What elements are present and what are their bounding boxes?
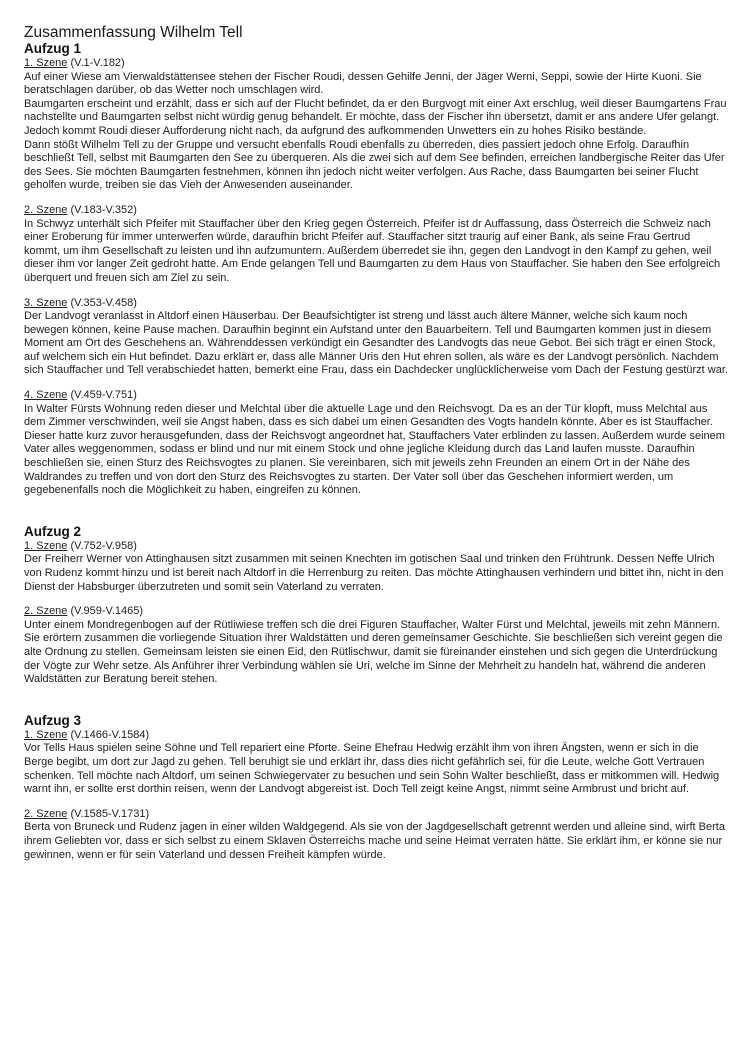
scene-name: 2. Szene — [24, 605, 68, 618]
scene-paragraph: Vor Tells Haus spielen seine Söhne und Tell repariert eine Pforte. Seine Ehefrau Hedwig erzählt ihm von ihren Ängsten, wenn er sich in die Berge begibt, um dort zur Jagd zu gehen. Tell beruhigt sie und erklärt ihr, dass dies nicht gefährlich sei, für die Leute, welche Gott Vertrauen schenken. Tell möchte nach Altdorf, um seinen Schwiegervater zu besuchen und sein Sohn Walter beschließt, dass er mitkommen will. Hedwig warnt ihn, er sollte erst dorthin reisen, wenn der Landvogt abgereist ist. Doch Tell zeigt keine Angst, nimmt seine Armbrust und bricht auf. — [24, 742, 720, 796]
spacer — [24, 687, 728, 713]
verse-range: (V.183-V.352) — [70, 203, 137, 216]
scene-3-1 — [24, 729, 728, 797]
verse-range: (V.1585-V.1731) — [70, 807, 150, 820]
scene-paragraph: Auf einer Wiese am Vierwaldstättensee stehen der Fischer Roudi, dessen Gehilfe Jenni, der Jäger Werni, Seppi, sowie der Hirte Kuoni. Sie beratschlagen darüber, ob das Wetter noch umschlagen wird. — [24, 70, 702, 97]
scene-heading — [24, 204, 728, 218]
scene-heading — [24, 605, 728, 619]
scene-1-4 — [24, 389, 728, 498]
scene-heading — [24, 297, 728, 311]
scene-name: 1. Szene — [24, 728, 68, 741]
scene-paragraph: In Walter Fürsts Wohnung reden dieser und Melchtal über die aktuelle Lage und den Reichsvogt. Da es an der Tür klopft, muss Melchtal aus dem Zimmer verschwinden, weil sie Angst haben, dass es sich dabei um einen Gesandten des Vogts handeln könnte. Aber es ist Stauffacher. Dieser hatte kurz zuvor herausgefunden, dass der Reichsvogt angeordnet hat, Stauffachers Vater erblinden zu lassen. Außerdem wurde seinem Vater alles weggenommen, sodass er blind und nur mit einem Stock und ohne jegliche Kleidung durch das Land laufen musste. Daraufhin beschließen sie, einen Sturz des Reichsvogtes zu planen. Sie vereinbaren, sich mit jeweils zehn Freunden an einem Ort in der Nähe des Waldrandes zu treffen und von dort den Sturz des Reichsvogtes zu starten. Der Vater soll über das Geschehen informiert werden, um gegebenenfalls noch die Möglichkeit zu haben, eingreifen zu können. — [24, 402, 725, 497]
aufzug-3-section — [24, 713, 728, 862]
scene-1-1 — [24, 57, 728, 193]
spacer — [24, 193, 728, 204]
document-title: Zusammenfassung Wilhelm Tell — [24, 24, 243, 41]
scene-heading — [24, 729, 728, 743]
aufzug-title: Aufzug 3 — [24, 712, 81, 728]
document-page — [24, 24, 728, 862]
spacer — [24, 498, 728, 524]
scene-paragraph: Der Freiherr Werner von Attinghausen sitzt zusammen mit seinen Knechten im gotischen Saal und trinken den Frühtrunk. Dessen Neffe Ulrich von Rudenz kommt hinzu und ist bereit nach Altdorf in die Herrenburg zu reiten. Das möchte Attinghausen verhindern und bittet ihn, nicht in den Dienst der Habsburger überzutreten und somit sein Vaterland zu verraten. — [24, 553, 724, 593]
aufzug-2-section — [24, 524, 728, 687]
verse-range: (V.959-V.1465) — [70, 605, 144, 618]
scene-paragraph: Baumgarten erscheint und erzählt, dass er sich auf der Flucht befindet, da er den Burgvogt mit einer Axt erschlug, weil dieser Baumgartens Frau nachstellte und Baumgarten selbst nicht würdig genug behandelt. Er möchte, dass der Fischer ihn übersetzt, damit er ans andere Ufer gelangt. Jedoch kommt Roudi dieser Aufforderung nicht nach, da aufgrund des aufkommenden Unwetters ein zu hohes Risiko bestände. — [24, 97, 727, 137]
verse-range: (V.1-V.182) — [70, 57, 125, 69]
scene-heading — [24, 389, 728, 403]
verse-range: (V.459-V.751) — [70, 389, 137, 402]
scene-paragraph: Berta von Bruneck und Rudenz jagen in einer wilden Waldgegend. Als sie von der Jagdgesellschaft getrennt werden und alleine sind, wirft Berta ihrem Geliebten vor, dass er sich selbst zu einem Sklaven Österreichs mache und seine Heimat verraten hätte. Sie erklärt ihm, er könne sie nur gewinnen, wenn er für sein Vaterland und dessen Freiheit kämpfen würde. — [24, 821, 725, 861]
spacer — [24, 286, 728, 297]
scene-2-1 — [24, 540, 728, 594]
scene-name: 3. Szene — [24, 296, 68, 309]
scene-3-2 — [24, 808, 728, 862]
scene-heading — [24, 57, 728, 71]
scene-heading — [24, 808, 728, 822]
scene-name: 1. Szene — [24, 57, 68, 69]
scene-name: 1. Szene — [24, 539, 68, 552]
aufzug-title: Aufzug 2 — [24, 523, 81, 539]
verse-range: (V.752-V.958) — [70, 539, 137, 552]
scene-heading — [24, 540, 728, 554]
spacer — [24, 378, 728, 389]
verse-range: (V.353-V.458) — [70, 296, 137, 309]
scene-2-2 — [24, 605, 728, 687]
scene-name: 2. Szene — [24, 203, 68, 216]
scene-name: 2. Szene — [24, 807, 68, 820]
scene-paragraph: Der Landvogt veranlasst in Altdorf einen Häuserbau. Der Beaufsichtigter ist streng und lässt auch ältere Männer, welche sich kaum noch bewegen können, keine Pause machen. Daraufhin beginnt ein Aufstand unter den Bauarbeitern. Tell und Baumgarten kommen just in diesem Moment am Ort des Geschehens an. Währenddessen verkündigt ein Gesandter des Landvogts das neue Gebot. Bei sich trägt er einen Stock, auf welchem sich ein Hut befindet. Dazu erklärt er, dass alle Männer Uris den Hut ehren sollen, als wäre es der Landvogt persönlich. Nachdem sich Stauffacher und Tell verabschiedet hatten, bemerkt eine Frau, dass ein Dachdecker unglücklicherweise vom Dach der Festung gestürzt war. — [24, 310, 728, 377]
aufzug-1-section — [24, 41, 728, 498]
scene-paragraph: Dann stößt Wilhelm Tell zu der Gruppe und versucht ebenfalls Roudi ebenfalls zu überreden, dies passiert jedoch ohne Erfolg. Daraufhin beschließt Tell, selbst mit Baumgarten den See zu überqueren. Als die zwei sich auf dem See befinden, erreichen landbergische Reiter das Ufer des Sees. Sie möchten Baumgarten festnehmen, können ihn jedoch nicht weiter verfolgen. Aus Rache, dass Baumgarten bei seiner Flucht geholfen wurde, treiben sie das Vieh der Anwesenden auseinander. — [24, 138, 725, 192]
scene-name: 4. Szene — [24, 389, 68, 402]
spacer — [24, 594, 728, 605]
scene-1-3 — [24, 297, 728, 379]
spacer — [24, 797, 728, 808]
scene-1-2 — [24, 204, 728, 286]
aufzug-title: Aufzug 1 — [24, 41, 81, 56]
verse-range: (V.1466-V.1584) — [70, 728, 150, 741]
scene-paragraph: Unter einem Mondregenbogen auf der Rütliwiese treffen sch die drei Figuren Stauffacher, Walter Fürst und Melchtal, jeweils mit zehn Männern. Sie erörtern zusammen die vorliegende Situation ihrer Waldstätten und deren gemeinsamer Geschichte. Sie beschließen sich vereint gegen die alte Ordnung zu stellen. Gemeinsam leisten sie einen Eid, den Rütlischwur, damit sie füreinander einstehen und sich gegen die Unterdrückung der Vögte zur Wehr setze. Als Anführer ihrer Verbindung wählen sie Uri, welche im Sinne der Mehrheit zu handeln hat, während die anderen Waldstätten zur Beratung bereit stehen. — [24, 618, 723, 686]
scene-paragraph: In Schwyz unterhält sich Pfeifer mit Stauffacher über den Krieg gegen Österreich. Pfeifer ist dr Auffassung, dass Österreich die Schweiz nach einer Eroberung für immer unterwerfen würde, daraufhin bricht Pfeifer auf. Stauffacher sitzt traurig auf einer Bank, als seine Frau Gertrud kommt, um ihm Gesellschaft zu leisten und ihn aufzumuntern. Außerdem überredet sie ihn, gegen den Landvogt in den Kampf zu gehen, weil dieser ihm vor langer Zeit gedroht hatte. Am Ende gelangen Tell und Baumgarten zu dem Haus von Stauffacher. Sie haben den See erfolgreich überquert und freuen sich am Ziel zu sein. — [24, 217, 721, 284]
